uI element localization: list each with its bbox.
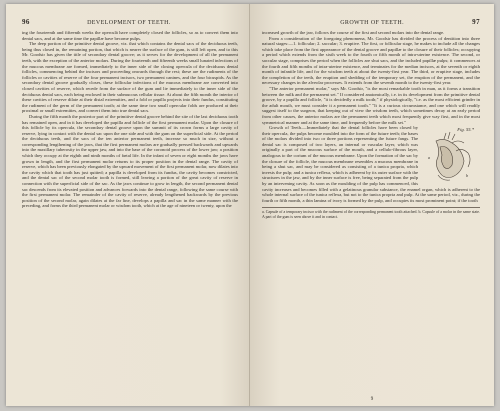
figure-label: Fig. 55.* (457, 127, 474, 133)
left-page-number: 96 (22, 18, 30, 26)
right-paragraph: Growth of Teeth.—Immediately that the dental follicles have been closed by their opercula, the pulps become moulded into the form of the future teeth; the bases of the molars divided into two or three portions representing the future fangs. The dental sac is composed of two layers, an internal or vascular layer, which was originally a part of the mucous surface of the mouth, and a cellulo-fibrous layer, analogous to the corium of the mucous membrane. Upon the formation of the sac by the closure of the follicle, the mucous membrane resembles a mucous membrane in being a shut sac, and may be considered as consisting of a tunica propria, which invests the pulp; and a tunica reflexa, which is adherent by its outer surface with the structures in the jaw, and by the inner surface is free, being separated from the pulp by an intervening cavity. As soon as the moulding of the pulp has commenced, this cavity increases and becomes filled with a gelatinous granular substance, the enamel organ, which is adherent to the whole internal surface of the tunica reflexa, but not to the tunica propria and pulp. At the same period, viz., during the fourth or fifth month, a thin lamina of ivory is formed by the pulp, and occupies its most prominent point; if the tooth (262, 125, 480, 203)
right-running-title: GROWTH OF TEETH. (340, 20, 404, 26)
left-running-title: DEVELOPMENT OF TEETH. (87, 20, 171, 26)
left-running-head (22, 18, 238, 26)
left-paragraph: During the fifth month the posterior part of the primitive dental groove behind the site of the last deciduous tooth has remained open, and in it has developed the papilla and follicle of the first permanent molar. Upon the closure of this follicle by its opercula, the secondary dental groove upon the summit of its crown forms a large cavity of reserve, lying in contact with the dental sac upon the one side and with the gum on the superficial side. At the period the deciduous teeth, and the sacs of the ten anterior permanent teeth, increase so much in size, without a corresponding lengthening of the jaws, that the first permanent molars are gradually pressed backwards and upwards into the maxillary tuberosity in the upper jaw, and into the base of the coronoid process of the lower jaw; a position which they occupy at the eighth and ninth months of fœtal life. In the infant of seven or eight months the jaws have grown in length, and the first permanent molar returns to its proper position in the dental range. The cavity of reserve, which has been previously elongated by the upward movement of the first permanent molar, now dilates into the cavity which that tooth has just quitted; a papilla is developed from its fundus, the cavity becomes constricted, and the dental sac of the second molar tooth is formed, still leaving a portion of the great cavity of reserve in connection with the superficial side of the sac. As the jaws continue to grow in length, the second permanent dental sac descends from its elevated position and advances forwards into the dental range, following the same course with the first permanent molar. The remainder of the cavity of reserve, already lengthened backwards by the previous position of the second molar, again dilates at the far line, develops a papilla and sac in the same manner with the preceding, and forms the third permanent molar or wisdom tooth, which at the age of nineteen or twenty, upon the (22, 113, 238, 209)
right-paragraph: "The anterior permanent molar," says Mr. Goodsir, "is the most remarkable tooth in man, as it forms a transition between the milk and the permanent set." If considered anatomically, i.e. in its development from the primitive dental groove, by a papilla and follicle, "it is decidedly a milk tooth;" if physiologically, "i.e. as the most efficient grinder in the adult mouth, we must consider it a permanent tooth." "It is a curious circumstance, and one which will readily suggest itself to the surgeon, that keeping out of view the wisdom teeth, which sometimes decay at an early period from other causes, the anterior molars are the permanent teeth which most frequently give way first, and in the most symmetrical manner and at the same time, and frequently before the milk set." (262, 85, 480, 125)
figure-letter-a: a (428, 155, 430, 161)
left-paragraph: ing the fourteenth and fifteenth weeks the operculă have completely closed the follicles, so as to convert them into dental sacs, and at the same time the papillæ have become pulps. (22, 30, 238, 41)
right-page-number: 97 (472, 18, 480, 26)
tooth-figure (422, 127, 480, 183)
right-paragraph: increased growth of the jaw, follows the course of the first and second molars into the dental range. (262, 30, 445, 35)
left-page (6, 4, 250, 406)
book-spread (6, 4, 494, 406)
right-body-text (262, 30, 480, 203)
figure-letter-b: b (466, 173, 468, 179)
left-body-text (22, 30, 238, 209)
right-page (250, 4, 494, 406)
right-footnote: a. Capsule of a temporary incisor with the rudiment of the corresponding permanent tooth attached. b. Capsule of a molar in the same state. A part of the gum is seen above it and in contact. (262, 207, 480, 220)
signature-mark: 9 (370, 397, 374, 402)
tooth-capsule-illustration (422, 127, 480, 183)
right-running-head (262, 18, 480, 26)
left-paragraph: The deep portion of the primitive dental groove, viz. that which contains the dental sacs of the deciduous teeth, being thus closed in, the remaining portion, that which is nearer the surface of the gum, is still left open, and to this Mr. Goodsir has given the title of secondary dental groove; as it serves for the development of all the permanent teeth, with the exception of the anterior molars. During the fourteenth and fifteenth weeks small lunated infections of the mucous membrane are formed, immediately to the inner side of the closing opercula of the deciduous dental follicles, commencing behind the incisors and proceeding onwards through the rest; these are the rudiments of the follicles or cavities of reserve of the four permanent incisors, two permanent canines, and the four bicuspids. As the secondary dental groove gradually closes, these follicular infections of the mucous membrane are converted into closed cavities of reserve, which recede from the surface of the gum and lie immediately to the inner side of the deciduous dental sacs, each being enclosed in their submucous cellular tissue. At about the fifth month the interior of these cavities of reserve dilate at their distal extremities, and a fold or papilla projects into their fundus, constituting the rudiment of the germ of the permanent tooth; at the same time two small opercular folds are produced at their proximal or small extremities, and convert them into true dental sacs. (22, 41, 238, 114)
right-paragraph: From a consideration of the foregoing phenomena, Mr. Goodsir has divided the process of dentition into three natural stages:—1. follicular; 2. saccular; 3. eruptive. The first, or follicular stage, he makes to include all the changes which take place from the first appearance of the dental groove and papillæ to the closure of their follicles; occupying a period which extends from the sixth week to the fourth or fifth month of intra-uterine existence. The second, or saccular stage, comprises the period when the follicles are shut sacs, and the included papillæ pulps; it commences at the fourth and fifth months of intra-uterine existence, and terminates for the median incisors, at the seventh or eighth month of infantile life, and for the wisdom teeth at about the twenty-first year. The third, or eruptive stage, includes the completion of the teeth, the eruption and shedding of the temporary set, the eruption of the permanent, and the necessary changes in the alveolar processes. It extends from the seventh month to the twenty-first year. (262, 35, 480, 86)
